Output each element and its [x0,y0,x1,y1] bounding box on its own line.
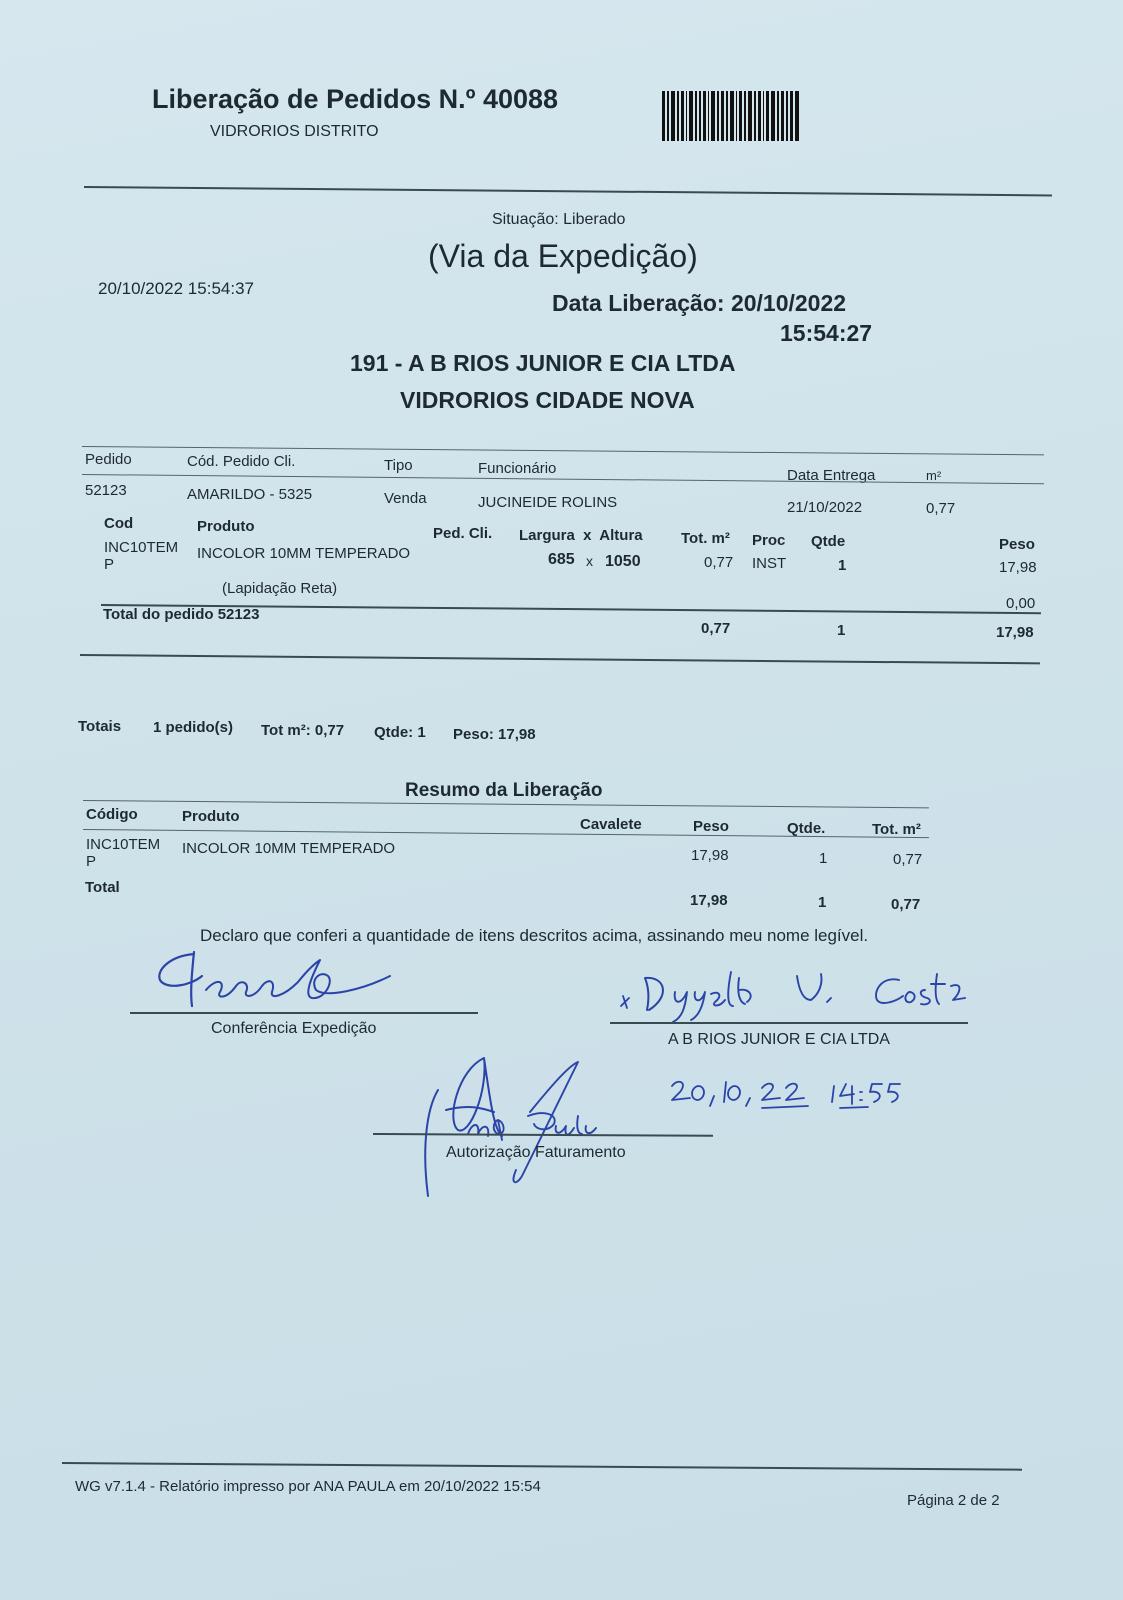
summary-produto: INCOLOR 10MM TEMPERADO [182,840,396,857]
col-header-tipo: Tipo [384,457,413,474]
item-qtde: 1 [838,557,847,574]
totals-label: Totais [78,718,122,735]
item-produto: INCOLOR 10MM TEMPERADO [197,545,411,562]
item-header-largura-altura: Largura x Altura [519,527,643,544]
item-dimension-separator: x [586,553,593,569]
company-name: VIDRORIOS DISTRITO [210,123,379,140]
col-header-funcionario: Funcionário [478,460,557,477]
summary-peso: 17,98 [691,847,729,864]
item-header-proc: Proc [752,532,786,549]
conferencia-label: Conferência Expedição [211,1020,377,1037]
summary-header-peso: Peso [693,818,729,835]
summary-header-produto: Produto [182,808,240,825]
totals-tot-m2: Tot m²: 0,77 [261,722,345,739]
item-peso: 17,98 [999,559,1037,576]
item-cod-line1: INC10TEM [104,539,179,556]
item-header-produto: Produto [197,518,255,535]
client-signature-line [610,1022,968,1024]
release-date: Data Liberação: 20/10/2022 [552,290,847,316]
declaration-text: Declaro que conferi a quantidade de itens descritos acima, assinando meu nome legível. [200,926,869,945]
item-tot-m2: 0,77 [704,554,734,571]
client-store: VIDRORIOS CIDADE NOVA [400,387,695,413]
summary-header-qtde: Qtde. [787,820,826,837]
summary-codigo-line1: INC10TEM [86,836,161,853]
print-datetime: 20/10/2022 15:54:37 [98,279,254,298]
handwritten-date [668,1072,948,1116]
copy-label: (Via da Expedição) [428,238,698,274]
order-m2-value: 0,77 [926,500,956,517]
summary-title: Resumo da Liberação [405,780,603,801]
item-header-tot-m2: Tot. m² [681,530,730,547]
summary-codigo-line2: P [86,853,97,870]
item-cod-line2: P [104,556,115,573]
conferencia-signature [150,940,430,1020]
order-total-peso: 17,98 [996,624,1034,641]
summary-total-qtde: 1 [818,894,827,911]
order-total-label: Total do pedido 52123 [103,606,260,623]
header-divider [84,186,1052,196]
item-processing-note: (Lapidação Reta) [222,580,338,597]
totals-pedidos: 1 pedido(s) [153,719,234,736]
summary-header-tot-m2: Tot. m² [872,821,921,838]
autorizacao-label: Autorização Faturamento [446,1144,626,1161]
conferencia-signature-line [130,1012,478,1014]
item-header-ped-cli: Ped. Cli. [433,525,493,542]
client-label: A B RIOS JUNIOR E CIA LTDA [668,1031,890,1048]
item-header-qtde: Qtde [811,533,846,550]
col-header-m2: m² [926,468,942,483]
client-name: 191 - A B RIOS JUNIOR E CIA LTDA [350,350,736,376]
col-header-cod-pedido-cli: Cód. Pedido Cli. [187,453,296,470]
order-total-tot-m2: 0,77 [701,620,731,637]
item-header-cod: Cod [104,515,134,532]
release-time: 15:54:27 [780,320,873,346]
summary-total-label: Total [85,879,120,896]
summary-tot-m2: 0,77 [893,851,923,868]
autorizacao-signature [418,1050,628,1200]
col-header-data-entrega: Data Entrega [787,467,876,484]
item-altura: 1050 [605,553,641,570]
order-data-entrega-value: 21/10/2022 [787,499,863,516]
situation-label: Situação: Liberado [492,211,626,228]
order-funcionario-value: JUCINEIDE ROLINS [478,494,618,511]
item-extra-peso: 0,00 [1006,595,1036,612]
footer-page-number: Página 2 de 2 [907,1492,1000,1509]
summary-total-tot-m2: 0,77 [891,896,921,913]
summary-header-cavalete: Cavalete [580,816,642,833]
order-tipo-value: Venda [384,490,427,507]
order-pedido-value: 52123 [85,482,127,499]
footer-rule [62,1462,1022,1471]
summary-qtde: 1 [819,850,828,867]
barcode [662,91,832,141]
client-signature [615,966,985,1026]
item-proc: INST [752,555,787,572]
order-cod-pedido-cli-value: AMARILDO - 5325 [187,486,313,503]
footer-printed-by: WG v7.1.4 - Relatório impresso por ANA PAULA em 20/10/2022 15:54 [75,1478,541,1495]
summary-total-peso: 17,98 [690,892,728,909]
item-header-peso: Peso [999,536,1035,553]
order-table-bottom-rule [80,654,1040,664]
totals-peso: Peso: 17,98 [453,726,536,743]
totals-qtde: Qtde: 1 [374,724,426,741]
col-header-pedido: Pedido [85,451,132,468]
order-total-qtde: 1 [837,622,846,639]
summary-header-codigo: Código [86,806,138,823]
item-largura: 685 [548,551,575,568]
order-header-rule [82,474,1044,484]
document-title: Liberação de Pedidos N.º 40088 [152,84,559,114]
